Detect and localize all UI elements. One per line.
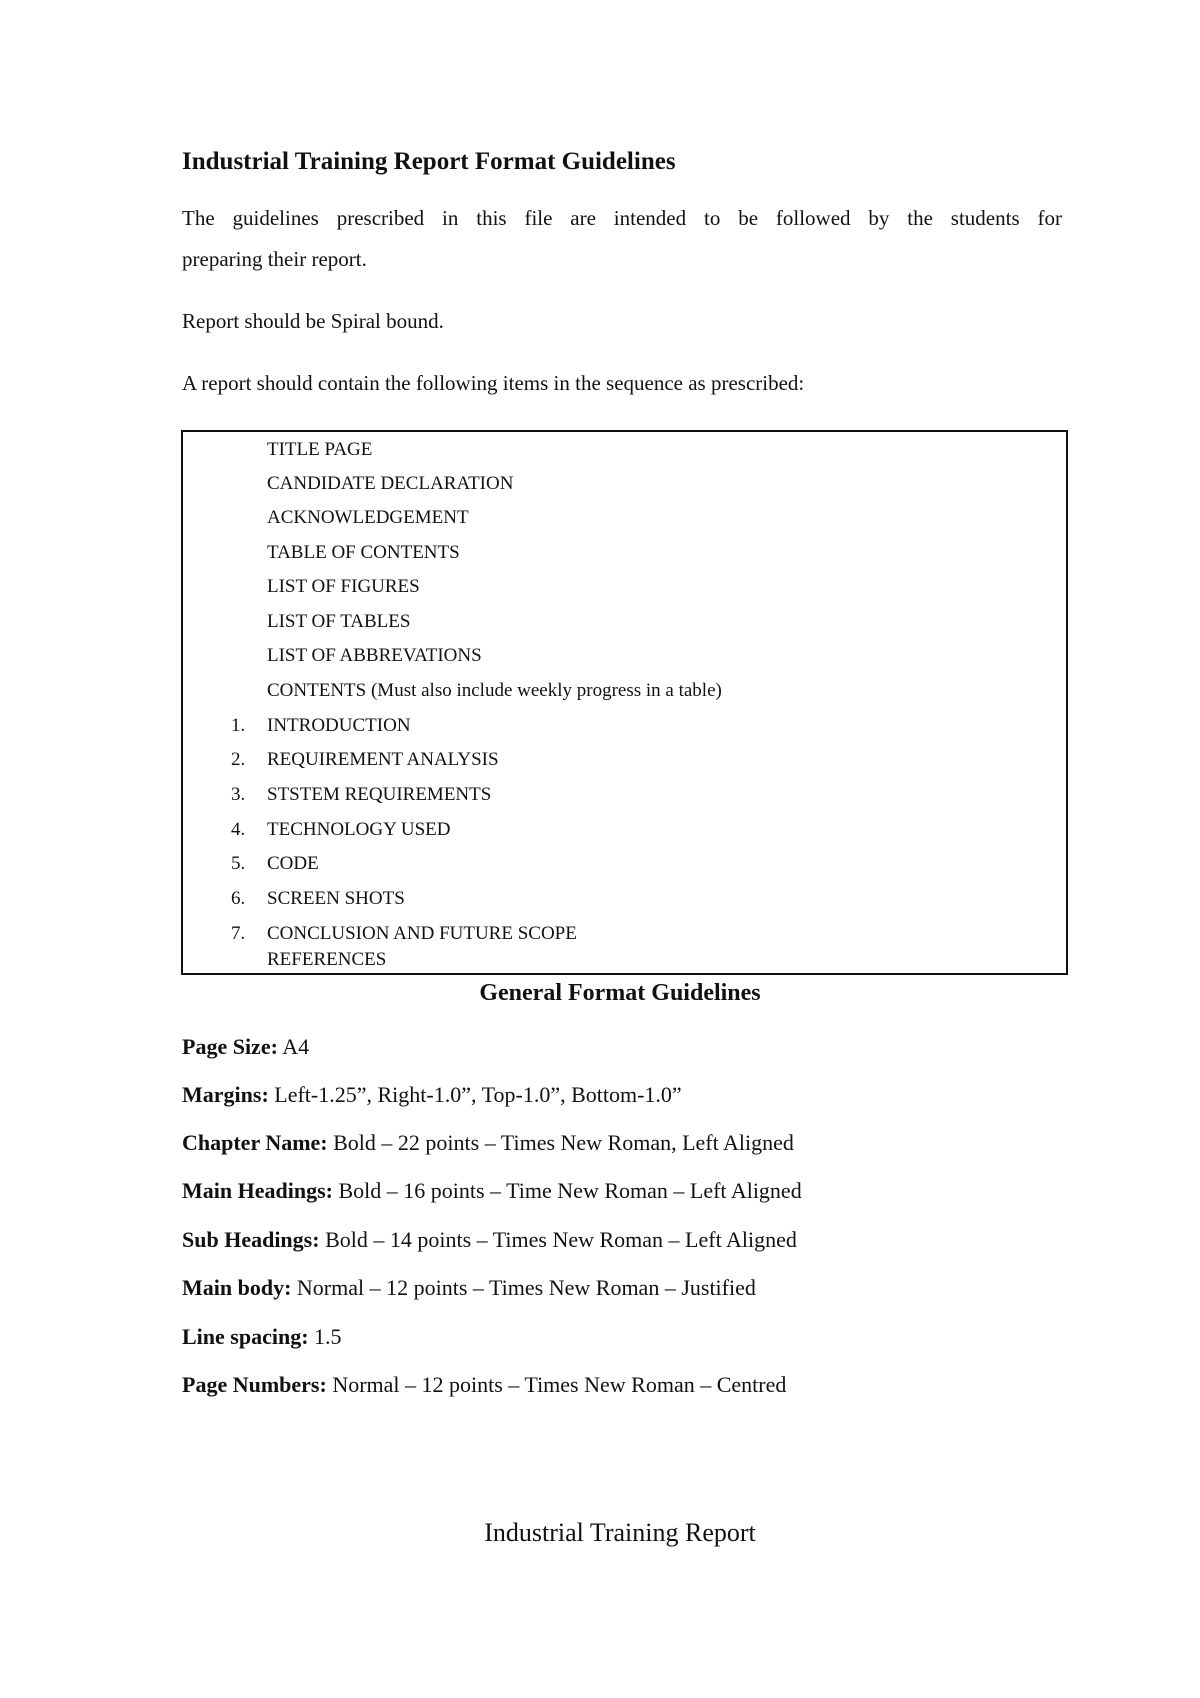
contents-item-label: TABLE OF CONTENTS <box>267 542 460 563</box>
contents-item-label: INTRODUCTION <box>267 715 411 736</box>
document-title: Industrial Training Report Format Guidelines <box>182 148 676 175</box>
format-item-label: Main body: <box>182 1275 292 1300</box>
format-item-main-body <box>182 1275 756 1301</box>
format-item-value: Bold – 14 points – Times New Roman – Left Aligned <box>319 1227 797 1252</box>
format-item-page-numbers <box>182 1372 786 1398</box>
format-item-value: Normal – 12 points – Times New Roman – Centred <box>326 1372 787 1397</box>
contents-item-number: 1. <box>231 715 246 736</box>
contents-item-label: LIST OF TABLES <box>267 611 411 632</box>
format-item-value: Bold – 22 points – Times New Roman, Left Aligned <box>327 1130 794 1155</box>
format-item-value: A4 <box>277 1034 310 1059</box>
contents-item-number: 2. <box>231 749 246 770</box>
contents-item-number: 4. <box>231 819 246 840</box>
format-item-label: Page Numbers: <box>182 1372 327 1397</box>
footer-title: Industrial Training Report <box>484 1518 756 1547</box>
format-item-label: Margins: <box>182 1082 269 1107</box>
format-item-label: Page Size: <box>182 1034 278 1059</box>
format-item-label: Chapter Name: <box>182 1130 328 1155</box>
format-item-label: Line spacing: <box>182 1324 309 1349</box>
contents-item-label: CONCLUSION AND FUTURE SCOPE <box>267 923 577 944</box>
contents-item-label: ACKNOWLEDGEMENT <box>267 507 469 528</box>
contents-item-label: SCREEN SHOTS <box>267 888 405 909</box>
format-item-sub-headings <box>182 1227 797 1253</box>
contents-item-label: TITLE PAGE <box>267 439 373 460</box>
format-item-chapter-name <box>182 1130 794 1156</box>
contents-item-number: 6. <box>231 888 246 909</box>
format-item-page-size <box>182 1034 309 1060</box>
general-format-heading: General Format Guidelines <box>479 980 761 1006</box>
contents-item-label: LIST OF FIGURES <box>267 576 420 597</box>
format-item-label: Main Headings: <box>182 1178 333 1203</box>
sequence-note: A report should contain the following items in the sequence as prescribed: <box>182 371 805 395</box>
format-item-label: Sub Headings: <box>182 1227 320 1252</box>
intro-paragraph <box>182 198 1062 280</box>
format-item-value: Left-1.25”, Right-1.0”, Top-1.0”, Bottom-1.0” <box>268 1082 682 1107</box>
contents-list-box <box>181 430 1068 975</box>
contents-item-number: 3. <box>231 784 246 805</box>
contents-item-label: LIST OF ABBREVATIONS <box>267 645 482 666</box>
format-item-line-spacing <box>182 1324 342 1350</box>
contents-item-label: CONTENTS (Must also include weekly progress in a table) <box>267 680 722 701</box>
contents-item-label: STSTEM REQUIREMENTS <box>267 784 492 805</box>
contents-item-label: REQUIREMENT ANALYSIS <box>267 749 499 770</box>
format-item-margins <box>182 1082 682 1108</box>
contents-item-label: REFERENCES <box>267 949 387 970</box>
contents-item-number: 7. <box>231 923 246 944</box>
format-item-value: 1.5 <box>308 1324 342 1349</box>
contents-item-label: TECHNOLOGY USED <box>267 819 451 840</box>
contents-item-number: 5. <box>231 853 246 874</box>
format-item-value: Normal – 12 points – Times New Roman – Justified <box>291 1275 756 1300</box>
intro-line-2: preparing their report. <box>182 247 367 271</box>
contents-item-label: CODE <box>267 853 319 874</box>
intro-line-1: The guidelines prescribed in this file are intended to be followed by the students for <box>182 206 1062 230</box>
format-item-main-headings <box>182 1178 802 1204</box>
contents-item-label: CANDIDATE DECLARATION <box>267 473 514 494</box>
format-item-value: Bold – 16 points – Time New Roman – Left Aligned <box>332 1178 802 1203</box>
binding-note: Report should be Spiral bound. <box>182 309 444 333</box>
